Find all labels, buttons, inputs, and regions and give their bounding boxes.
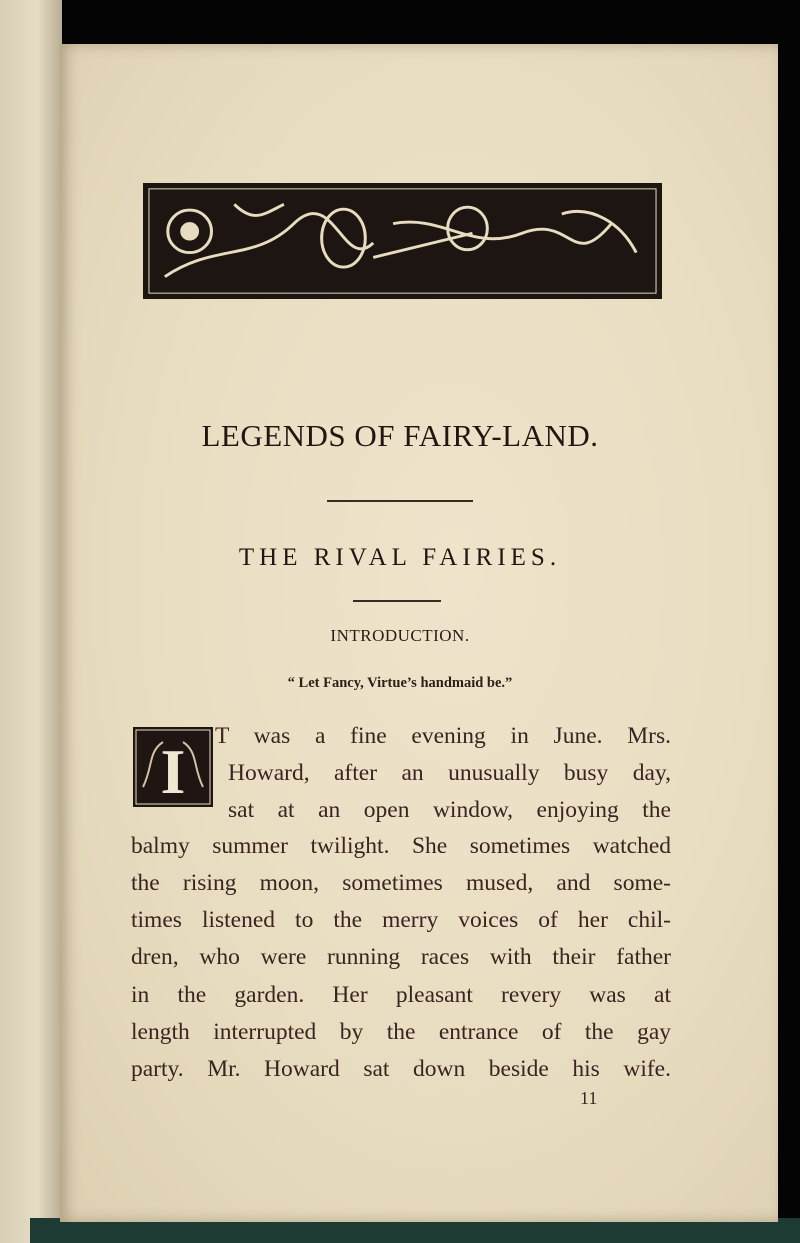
text-line: T was a fine evening in June. Mrs. (215, 723, 671, 749)
chapter-title: THE RIVAL FAIRIES. (238, 544, 562, 571)
drop-cap-initial (133, 727, 213, 807)
facing-page-edge (0, 0, 62, 1243)
text-line: the rising moon, sometimes mused, and some- (131, 870, 671, 896)
text-line: Howard, after an unusually busy day, (228, 760, 671, 786)
text-line: times listened to the merry voices of her chil- (131, 907, 671, 933)
text-line: in the garden. Her pleasant revery was at (131, 982, 671, 1008)
text-line: dren, who were running races with their father (131, 944, 671, 970)
page-number: 11 (580, 1088, 598, 1108)
epigraph: “ Let Fancy, Virtue’s handmaid be.” (287, 675, 513, 691)
text-line: sat at an open window, enjoying the (228, 797, 671, 823)
book-title: LEGENDS OF FAIRY-LAND. (201, 418, 599, 453)
text-line: party. Mr. Howard sat down beside his wife. (131, 1056, 671, 1082)
divider-rule (353, 600, 441, 602)
section-heading: INTRODUCTION. (330, 626, 470, 645)
text-line: balmy summer twilight. She sometimes watched (131, 833, 671, 859)
text-line: length interrupted by the entrance of the gay (131, 1019, 671, 1045)
drop-cap-letter: I (160, 736, 186, 807)
decorative-headpiece-ornament (143, 183, 662, 299)
divider-rule (327, 500, 473, 502)
